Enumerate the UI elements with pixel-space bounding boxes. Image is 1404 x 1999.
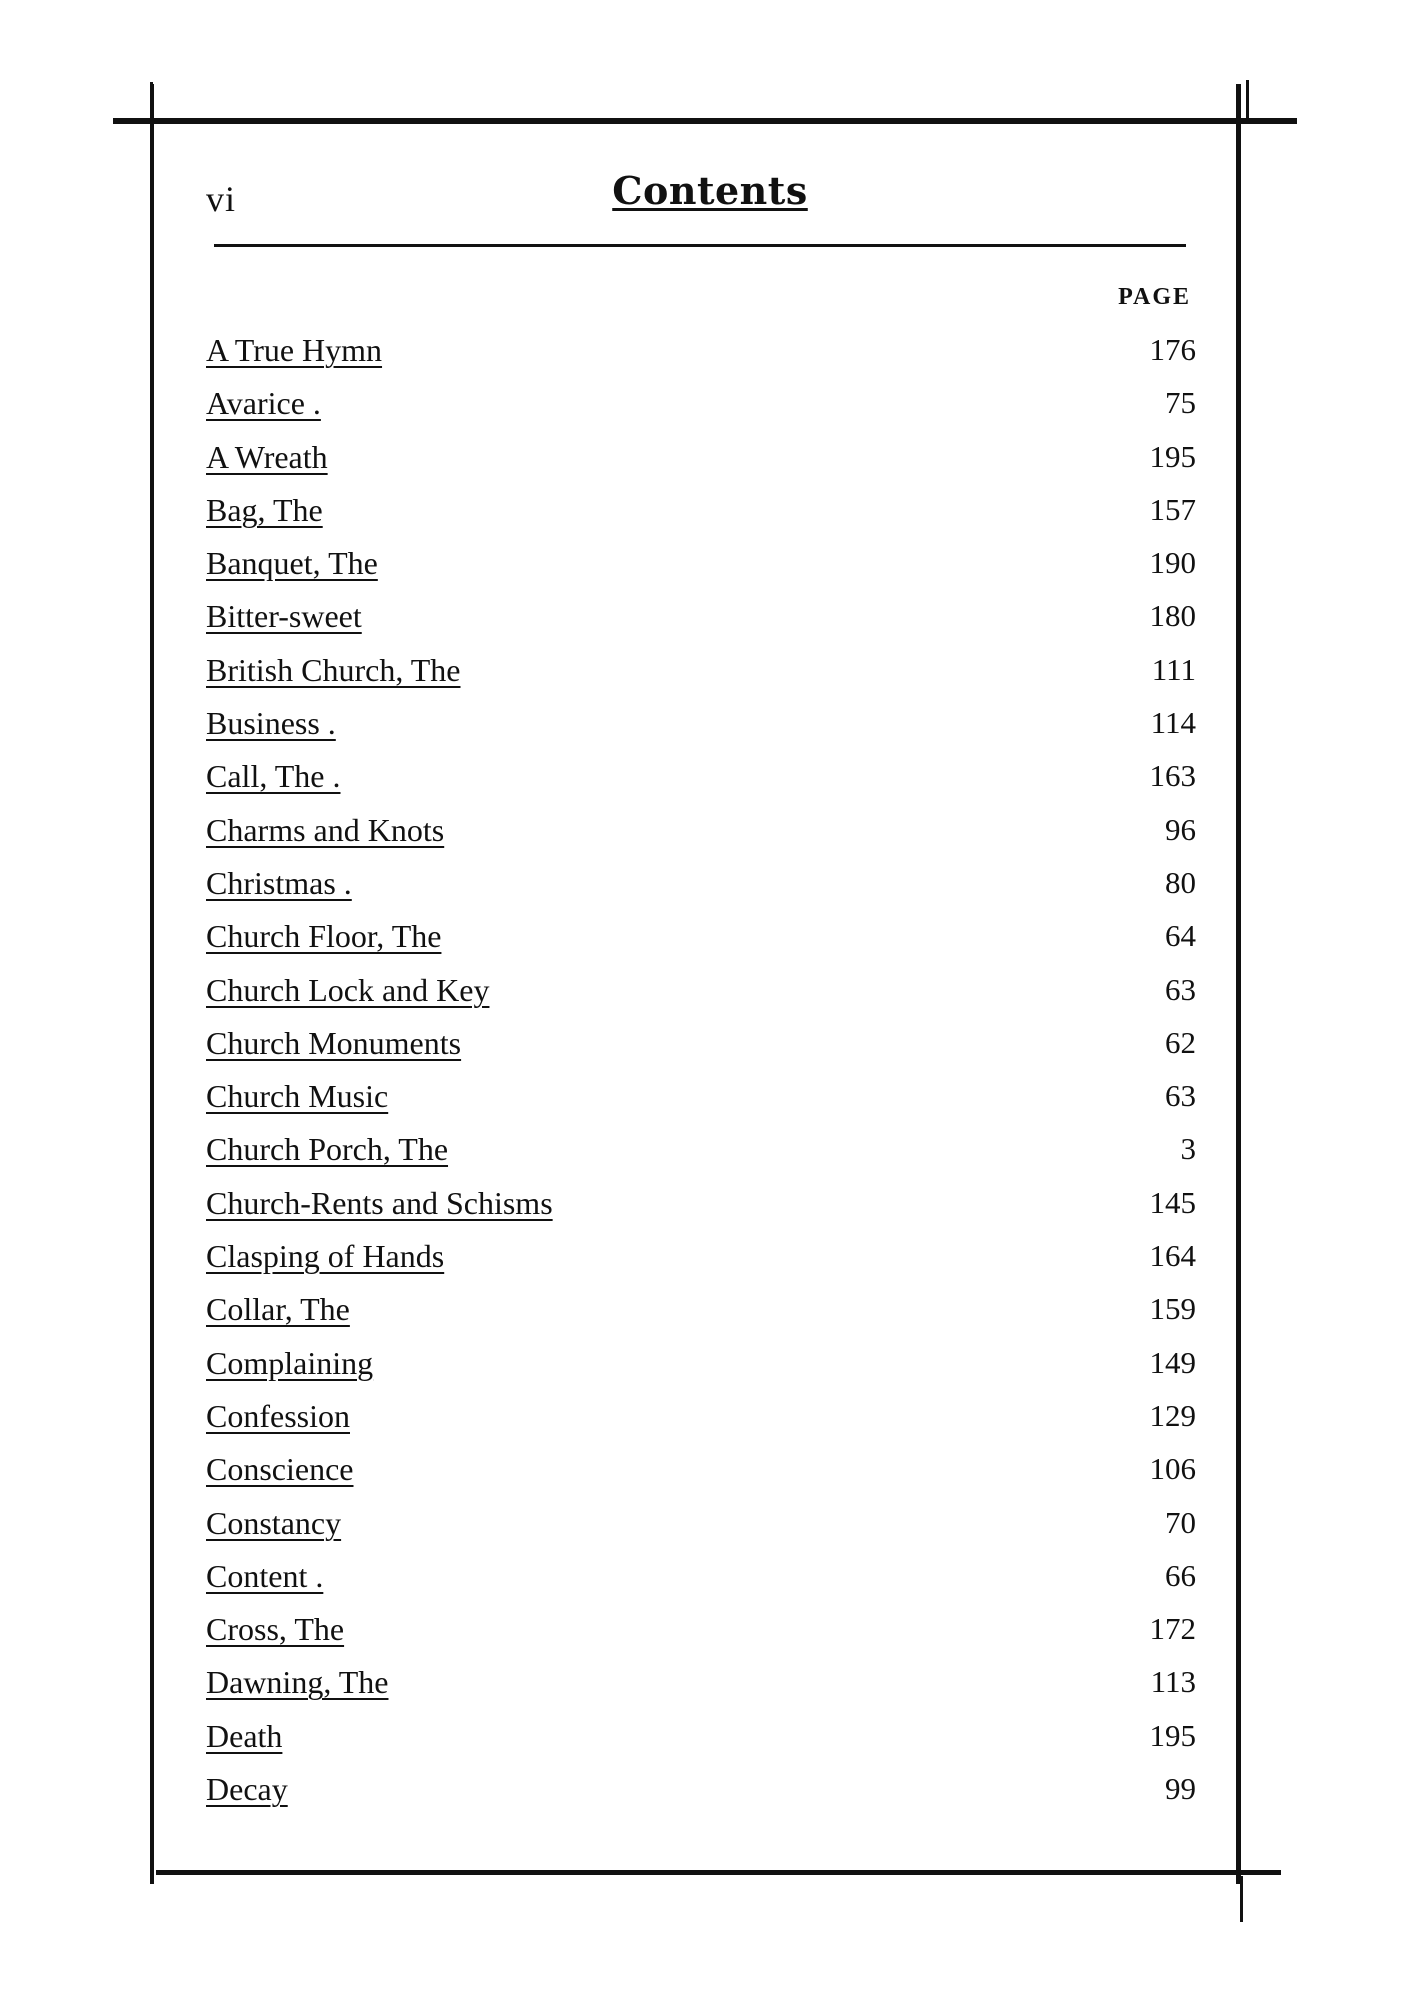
toc-entry[interactable] [206, 1759, 1196, 1812]
toc-entry-title[interactable]: Banquet, The [206, 545, 378, 582]
toc-entry[interactable] [206, 693, 1196, 746]
toc-entry-page-number: 164 [1149, 1238, 1196, 1274]
toc-entry-title[interactable]: Confession [206, 1397, 350, 1434]
toc-entry-title[interactable]: Christmas . [206, 864, 352, 901]
toc-entry-page-number: 96 [1165, 811, 1196, 847]
toc-entry-page-number: 190 [1149, 545, 1196, 581]
toc-entry-page-number: 159 [1149, 1291, 1196, 1327]
top-right-corner-tick [1246, 80, 1249, 120]
toc-entry[interactable] [206, 427, 1196, 480]
toc-entry-title[interactable]: Cross, The [206, 1611, 345, 1648]
toc-entry-page-number: 157 [1149, 491, 1196, 527]
toc-entry[interactable] [206, 640, 1196, 693]
toc-entry[interactable] [206, 906, 1196, 959]
toc-entry[interactable] [206, 1066, 1196, 1119]
toc-entry[interactable] [206, 960, 1196, 1013]
toc-entry[interactable] [206, 533, 1196, 586]
contents-list [206, 320, 1196, 1812]
page-title: Contents [612, 168, 808, 213]
toc-entry-title[interactable]: Church Music [206, 1078, 389, 1115]
toc-entry[interactable] [206, 746, 1196, 799]
toc-entry[interactable] [206, 1013, 1196, 1066]
toc-entry-title[interactable]: Church-Rents and Schisms [206, 1184, 553, 1221]
toc-entry-title[interactable]: Church Lock and Key [206, 971, 490, 1008]
top-border-rule [113, 118, 1297, 124]
left-border-rule [150, 84, 154, 1884]
toc-entry-title[interactable]: Business . [206, 705, 336, 742]
toc-entry-title[interactable]: Church Floor, The [206, 918, 442, 955]
toc-entry[interactable] [206, 1546, 1196, 1599]
page-column-heading: PAGE [1118, 284, 1191, 310]
toc-entry[interactable] [206, 1599, 1196, 1652]
toc-entry-page-number: 129 [1149, 1397, 1196, 1433]
toc-entry[interactable] [206, 373, 1196, 426]
toc-entry[interactable] [206, 1333, 1196, 1386]
toc-entry-page-number: 99 [1165, 1771, 1196, 1807]
toc-entry-page-number: 75 [1165, 385, 1196, 421]
toc-entry-page-number: 172 [1149, 1611, 1196, 1647]
toc-entry[interactable] [206, 1119, 1196, 1172]
toc-entry-page-number: 64 [1165, 918, 1196, 954]
toc-entry[interactable] [206, 1439, 1196, 1492]
toc-entry-page-number: 145 [1149, 1184, 1196, 1220]
toc-entry-page-number: 176 [1149, 332, 1196, 367]
toc-entry-page-number: 149 [1149, 1344, 1196, 1380]
toc-entry-page-number: 70 [1165, 1504, 1196, 1540]
toc-entry-page-number: 163 [1149, 758, 1196, 794]
toc-entry[interactable] [206, 586, 1196, 639]
toc-entry[interactable] [206, 1173, 1196, 1226]
toc-entry-title[interactable]: A Wreath [206, 438, 328, 475]
toc-entry[interactable] [206, 1493, 1196, 1546]
toc-entry[interactable] [206, 1226, 1196, 1279]
toc-entry[interactable] [206, 853, 1196, 906]
header-rule [214, 244, 1186, 247]
toc-entry-title[interactable]: Charms and Knots [206, 811, 445, 848]
toc-entry-title[interactable]: Call, The . [206, 758, 341, 795]
toc-entry[interactable] [206, 800, 1196, 853]
bottom-border-rule [156, 1870, 1281, 1875]
toc-entry-title[interactable]: Death [206, 1717, 283, 1754]
toc-entry-title[interactable]: Constancy [206, 1504, 342, 1541]
toc-entry-title[interactable]: Conscience [206, 1451, 354, 1488]
toc-entry-title[interactable]: Decay [206, 1771, 288, 1808]
toc-entry[interactable] [206, 1706, 1196, 1759]
toc-entry-page-number: 66 [1165, 1557, 1196, 1593]
toc-entry-page-number: 3 [1180, 1131, 1196, 1167]
toc-entry-page-number: 113 [1150, 1664, 1196, 1700]
bottom-right-corner-tick [1240, 1876, 1243, 1922]
toc-entry-title[interactable]: British Church, The [206, 651, 461, 688]
toc-entry-title[interactable]: Bitter-sweet [206, 598, 362, 635]
toc-entry-title[interactable]: Clasping of Hands [206, 1238, 445, 1275]
toc-entry[interactable] [206, 1652, 1196, 1705]
toc-entry-page-number: 195 [1149, 1717, 1196, 1753]
toc-entry-title[interactable]: A True Hymn [206, 332, 383, 368]
toc-entry-page-number: 195 [1149, 438, 1196, 474]
toc-entry-title[interactable]: Content . [206, 1557, 324, 1594]
toc-entry-page-number: 63 [1165, 1078, 1196, 1114]
toc-entry-page-number: 180 [1149, 598, 1196, 634]
toc-entry-title[interactable]: Church Monuments [206, 1024, 462, 1061]
toc-entry-title[interactable]: Bag, The [206, 491, 323, 528]
toc-entry-title[interactable]: Complaining [206, 1344, 374, 1381]
toc-entry-title[interactable]: Church Porch, The [206, 1131, 449, 1168]
page-folio: vi [206, 179, 237, 219]
toc-entry-title[interactable]: Collar, The [206, 1291, 350, 1328]
toc-entry-page-number: 62 [1165, 1024, 1196, 1060]
toc-entry-page-number: 114 [1150, 705, 1196, 741]
right-border-rule [1236, 84, 1241, 1884]
toc-entry[interactable] [206, 1279, 1196, 1332]
toc-entry-page-number: 80 [1165, 864, 1196, 900]
toc-entry[interactable] [206, 320, 1196, 373]
toc-entry[interactable] [206, 1386, 1196, 1439]
toc-entry-title[interactable]: Avarice . [206, 385, 321, 422]
toc-entry[interactable] [206, 480, 1196, 533]
toc-entry-page-number: 63 [1165, 971, 1196, 1007]
toc-entry-page-number: 111 [1151, 651, 1196, 687]
toc-entry-page-number: 106 [1149, 1451, 1196, 1487]
toc-entry-title[interactable]: Dawning, The [206, 1664, 389, 1701]
